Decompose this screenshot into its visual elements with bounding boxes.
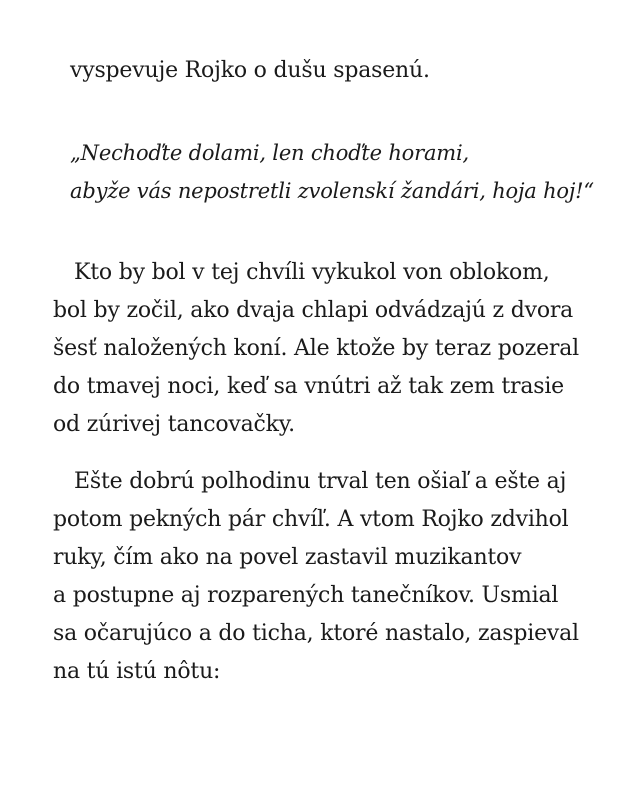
paragraph-line: sa očarujúco a do ticha, ktoré nastalo, zaspieval xyxy=(53,621,579,646)
verse-line: abyže vás nepostretli zvolenskí žandári, hoja hoj!“ xyxy=(70,179,594,203)
opening-line: vyspevuje Rojko o dušu spasenú. xyxy=(70,58,430,83)
paragraph-line: od zúrivej tancovačky. xyxy=(53,412,295,437)
paragraph-line: Kto by bol v tej chvíli vykukol von oblokom, xyxy=(74,260,550,285)
paragraph-line: bol by zočil, ako dvaja chlapi odvádzajú z dvora xyxy=(53,298,574,323)
paragraph-line: na tú istú nôtu: xyxy=(53,659,221,684)
paragraph-line: Ešte dobrú polhodinu trval ten ošiaľ a ešte aj xyxy=(74,469,567,494)
paragraph-line: šesť naložených koní. Ale ktože by teraz pozeral xyxy=(53,336,580,361)
paragraph-line: do tmavej noci, keď sa vnútri až tak zem trasie xyxy=(53,374,565,399)
paragraph-line: ruky, čím ako na povel zastavil muzikantov xyxy=(53,545,522,570)
paragraph-line: potom pekných pár chvíľ. A vtom Rojko zdvihol xyxy=(53,507,569,532)
paragraph-line: a postupne aj rozparených tanečníkov. Usmial xyxy=(53,583,559,608)
verse-line: „Nechoďte dolami, len choďte horami, xyxy=(70,141,469,165)
